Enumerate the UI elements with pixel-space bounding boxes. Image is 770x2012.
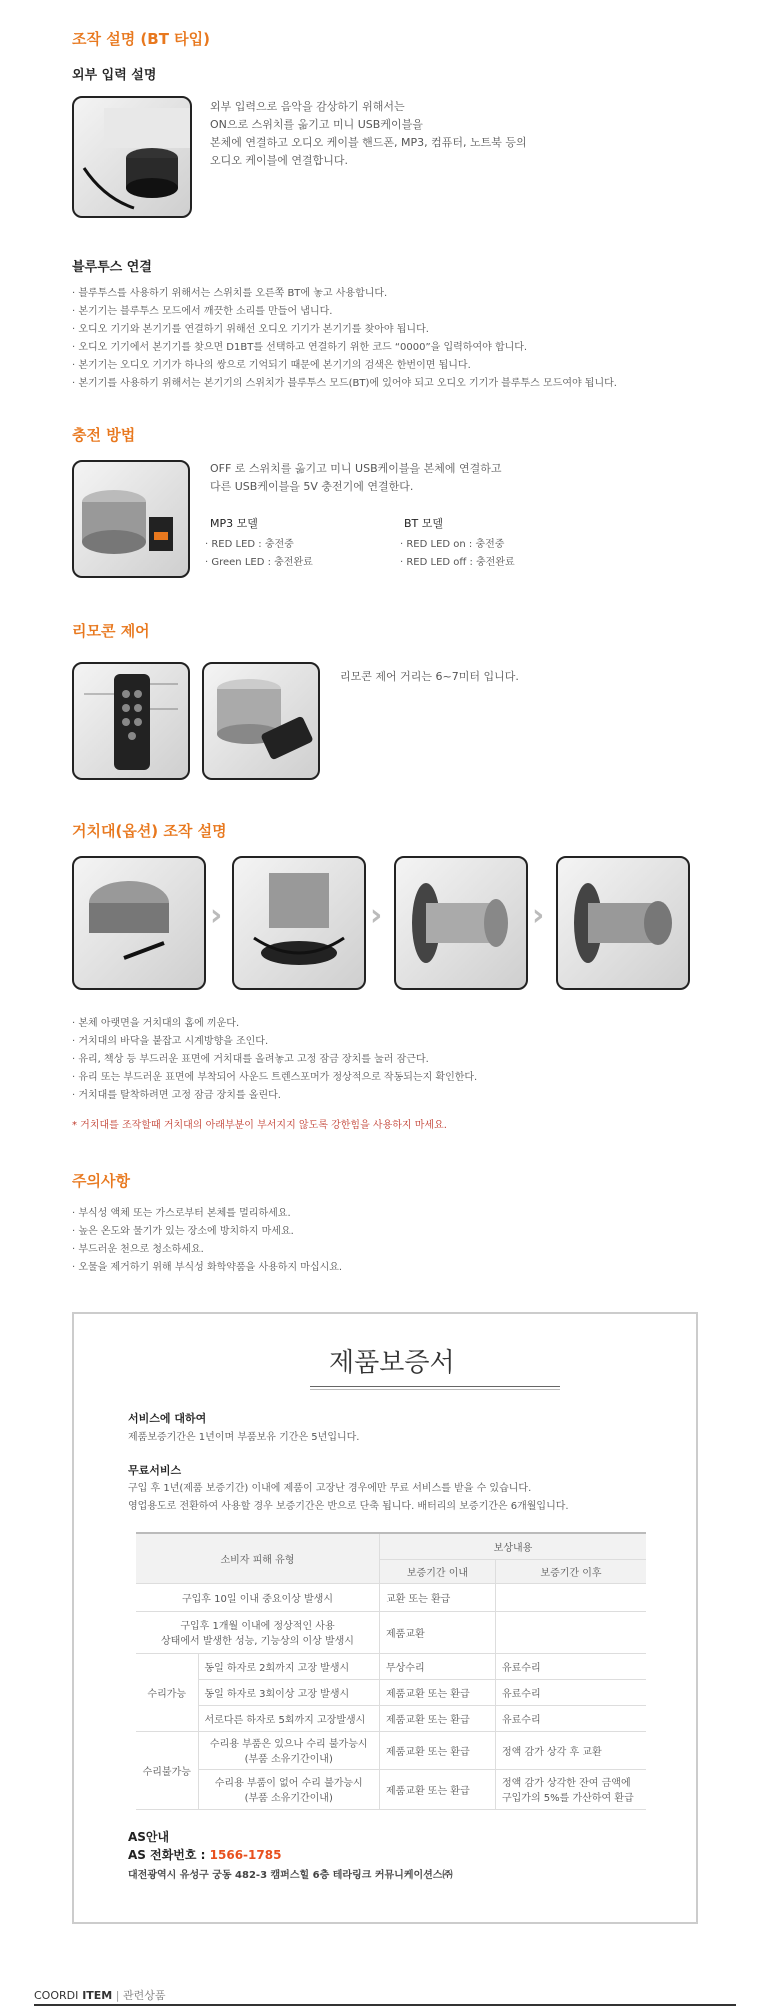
stand-warning: * 거치대를 조작할때 거치대의 아래부분이 부서지지 않도록 강한힘을 사용하지 마세요. [72, 1120, 447, 1131]
section-title-remote: 리모콘 제어 [72, 622, 150, 640]
list-item: · 본체 아랫면을 거치대의 홈에 끼운다. [72, 1018, 240, 1029]
table-cell [495, 1583, 646, 1611]
section-title-charging: 충전 방법 [72, 426, 136, 444]
description-line: OFF 로 스위치를 옮기고 미니 USB케이블을 본체에 연결하고 [210, 462, 502, 475]
warranty-card [72, 1312, 698, 1924]
description-line: 외부 입력으로 음악을 감상하기 위해서는 [210, 100, 405, 113]
caution-list [72, 1205, 342, 1277]
footer-divider [34, 2004, 736, 2006]
stand-step-2-photo [232, 856, 366, 990]
free-service-line: 영업용도로 전환하여 사용할 경우 보증기간은 반으로 단축 됩니다. 배터리의 보증기간은 6개월입니다. [128, 1501, 569, 1512]
bt-model-title: BT 모델 [404, 517, 444, 530]
as-phone-label: AS 전화번호 : [128, 1848, 210, 1862]
free-service-text [128, 1480, 569, 1516]
list-item: · 거치대를 탈착하려면 고정 잠금 장치를 올린다. [72, 1090, 281, 1101]
table-row [136, 1653, 646, 1679]
cell-line: 구입가의 5%를 가산하여 환급 [501, 1793, 634, 1804]
table-cell [495, 1611, 646, 1653]
table-cell: 유료수리 [495, 1705, 646, 1731]
table-cell: 동일 하자로 2회까지 고장 발생시 [198, 1653, 379, 1679]
list-item: · RED LED off : 충전완료 [400, 557, 515, 568]
free-service-title: 무료서비스 [128, 1464, 182, 1477]
table-row [136, 1679, 646, 1705]
header-within-period: 보증기간 이내 [379, 1559, 495, 1583]
service-title: 서비스에 대하여 [128, 1412, 207, 1425]
list-item: · 오디오 기기와 본기기를 연결하기 위해선 오디오 기기가 본기기를 찾아야 됩니다. [72, 324, 429, 335]
stand-step-3-photo [394, 856, 528, 990]
table-cell [198, 1731, 379, 1769]
remote-diagram-photo [72, 662, 190, 780]
service-text: 제품보증기간은 1년이며 부품보유 기간은 5년입니다. [128, 1432, 360, 1443]
list-item: · 본기기를 사용하기 위해서는 본기기의 스위치가 블루투스 모드(BT)에 있어야 되고 오디오 기기가 블루투스 모드여야 됩니다. [72, 378, 617, 389]
list-item: · Green LED : 충전완료 [205, 557, 313, 568]
table-cell [495, 1769, 646, 1809]
table-cell [136, 1611, 379, 1653]
header-damage-type: 소비자 피해 유형 [136, 1533, 379, 1583]
description-line: 오디오 케이블에 연결합니다. [210, 154, 349, 167]
remote-range-text: 리모콘 제어 거리는 6~7미터 입니다. [340, 670, 519, 683]
table-cell: 정액 감가 상각 후 교환 [495, 1731, 646, 1769]
chevron-right-icon: › [370, 898, 383, 933]
description-line: ON으로 스위치를 옮기고 미니 USB케이블을 [210, 118, 423, 131]
list-item: · RED LED : 충전중 [205, 539, 294, 550]
list-item: · 부식성 액체 또는 가스로부터 본체를 멀리하세요. [72, 1208, 291, 1219]
footer-brand: COORDI [34, 1989, 79, 2002]
list-item: · 오디오 기기에서 본기기를 찾으면 D1BT를 선택하고 연결하기 위한 코드 “0000”을 입력하여야 합니다. [72, 342, 528, 353]
as-phone-row [128, 1846, 281, 1863]
as-title: AS안내 [128, 1830, 170, 1844]
mp3-led-list [205, 536, 313, 572]
warranty-title: 제품보증서 [329, 1348, 455, 1378]
table-cell: 제품교환 [379, 1611, 495, 1653]
list-item: · 유리, 책상 등 부드러운 표면에 거치대를 올려놓고 고정 잠금 장치를 눌러 잠근다. [72, 1054, 429, 1065]
table-cell: 유료수리 [495, 1653, 646, 1679]
subtitle-external-input: 외부 입력 설명 [72, 68, 157, 83]
subtitle-bluetooth: 블루투스 연결 [72, 260, 152, 275]
description-line: 본체에 연결하고 오디오 케이블 핸드폰, MP3, 컴퓨터, 노트북 등의 [210, 136, 527, 149]
external-input-description [210, 98, 610, 170]
stand-step-1-photo [72, 856, 206, 990]
section-title-operation: 조작 설명 (BT 타입) [72, 30, 210, 48]
group-not-repairable: 수리불가능 [136, 1731, 198, 1809]
cell-line: 구입후 1개월 이내에 정상적인 사용 [180, 1621, 335, 1632]
table-cell: 제품교환 또는 환급 [379, 1705, 495, 1731]
related-products-link[interactable]: 관련상품 [122, 1989, 166, 2002]
footer-separator: | [112, 1989, 123, 2002]
list-item: · 거치대의 바닥을 붙잡고 시계방향을 조인다. [72, 1036, 269, 1047]
table-cell: 교환 또는 환급 [379, 1583, 495, 1611]
section-title-caution: 주의사항 [72, 1172, 130, 1190]
table-row [136, 1731, 646, 1769]
stand-instructions-list [72, 1015, 477, 1105]
list-item: · 본기기는 오디오 기기가 하나의 쌍으로 기억되기 때문에 본기기의 검색은 한번이면 됩니다. [72, 360, 471, 371]
chevron-right-icon: › [210, 898, 223, 933]
cell-line: (부품 소유기간이내) [244, 1754, 333, 1765]
list-item: · 블루투스를 사용하기 위해서는 스위치를 오른쪽 BT에 놓고 사용합니다. [72, 288, 388, 299]
table-cell: 제품교환 또는 환급 [379, 1731, 495, 1769]
table-row [136, 1583, 646, 1611]
free-service-line: 구입 후 1년(제품 보증기간) 이내에 제품이 고장난 경우에만 무료 서비스를 받을 수 있습니다. [128, 1483, 532, 1494]
table-cell: 제품교환 또는 환급 [379, 1679, 495, 1705]
as-phone-number[interactable]: 1566-1785 [209, 1848, 282, 1862]
group-repairable: 수리가능 [136, 1653, 198, 1731]
description-line: 다른 USB케이블을 5V 충전기에 연결한다. [210, 480, 414, 493]
charging-description [210, 460, 630, 496]
remote-speaker-photo [202, 662, 320, 780]
table-cell: 무상수리 [379, 1653, 495, 1679]
list-item: · 부드러운 천으로 청소하세요. [72, 1244, 204, 1255]
external-input-photo [72, 96, 192, 218]
warranty-table [136, 1532, 646, 1810]
list-item: · RED LED on : 충전중 [400, 539, 505, 550]
list-item: · 오물을 제거하기 위해 부식성 화학약품을 사용하지 마십시요. [72, 1262, 343, 1273]
table-cell: 구입후 10일 이내 중요이상 발생시 [136, 1583, 379, 1611]
cell-line: 수리용 부품은 있으나 수리 불가능시 [209, 1739, 368, 1750]
chevron-right-icon: › [532, 898, 545, 933]
stand-step-4-photo [556, 856, 690, 990]
as-address: 대전광역시 유성구 궁동 482-3 캠퍼스힐 6층 테라링크 커뮤니케이션스㈜ [128, 1870, 453, 1881]
list-item: · 높은 온도와 물기가 있는 장소에 방치하지 마세요. [72, 1226, 294, 1237]
bt-led-list [400, 536, 515, 572]
table-cell: 서로다른 하자로 5회까지 고장발생시 [198, 1705, 379, 1731]
section-title-stand: 거치대(옵션) 조작 설명 [72, 822, 227, 840]
list-item: · 본기기는 블루투스 모드에서 깨끗한 소리를 만들어 냅니다. [72, 306, 333, 317]
table-cell: 동일 하자로 3회이상 고장 발생시 [198, 1679, 379, 1705]
warranty-title-divider [310, 1386, 560, 1390]
table-cell: 유료수리 [495, 1679, 646, 1705]
footer-related [34, 1987, 165, 2003]
cell-line: 상태에서 발생한 성능, 기능상의 이상 발생시 [161, 1636, 354, 1647]
table-cell: 제품교환 또는 환급 [379, 1769, 495, 1809]
charging-photo [72, 460, 190, 578]
footer-brand-item: ITEM [78, 1989, 113, 2002]
cell-line: 수리용 부품이 없어 수리 불가능시 [214, 1778, 363, 1789]
bluetooth-list [72, 285, 617, 393]
header-after-period: 보증기간 이후 [495, 1559, 646, 1583]
mp3-model-title: MP3 모델 [210, 517, 258, 530]
list-item: · 유리 또는 부드러운 표면에 부착되어 사운드 트렌스포머가 정상적으로 작동되는지 확인한다. [72, 1072, 478, 1083]
table-row [136, 1611, 646, 1653]
header-compensation: 보상내용 [379, 1533, 646, 1559]
cell-line: 정액 감가 상각한 잔여 금액에 [501, 1778, 631, 1789]
table-row [136, 1769, 646, 1809]
cell-line: (부품 소유기간이내) [244, 1793, 333, 1804]
table-cell [198, 1769, 379, 1809]
table-row [136, 1705, 646, 1731]
